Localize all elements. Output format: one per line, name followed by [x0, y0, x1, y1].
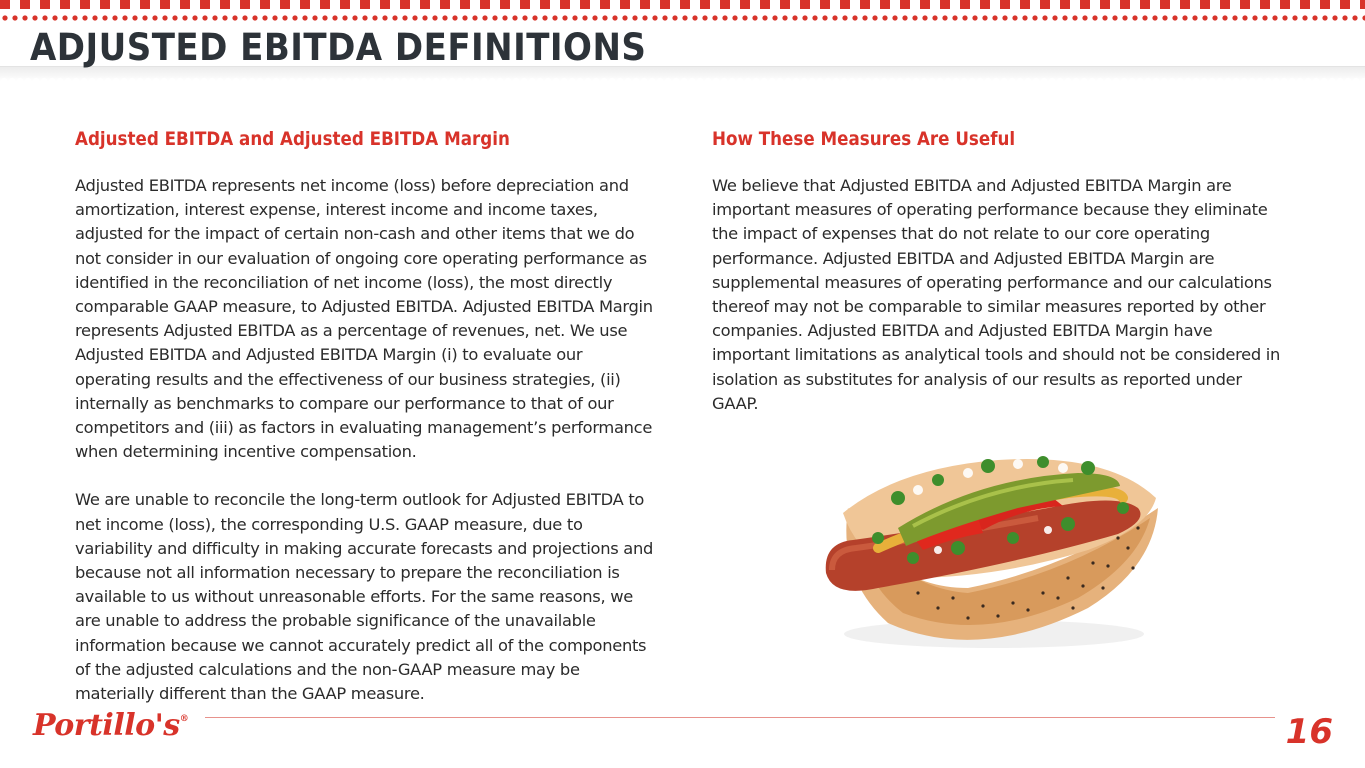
- page-title: ADJUSTED EBITDA DEFINITIONS: [30, 26, 647, 69]
- left-paragraph-1: Adjusted EBITDA represents net income (loss) before depreciation and amortization, interest expense, interest income and income taxes, adjusted for the impact of certain non-cash and other items that we do not consider in our evaluation of ongoing core operating performance as identified in the reconciliation of net income (loss), the most directly comparable GAAP measure, to Adjusted EBITDA. Adjusted EBITDA Margin represents Adjusted EBITDA as a percentage of revenues, net. We use Adjusted EBITDA and Adjusted EBITDA Margin (i) to evaluate our operating results and the effectiveness of our business strategies, (ii) internally as benchmarks to compare our performance to that of our competitors and (iii) as factors in evaluating management’s performance when determining incentive compensation.: [75, 176, 653, 462]
- hot-dog-image: [818, 438, 1164, 658]
- registered-mark: ®: [179, 714, 189, 724]
- portillos-logo: [33, 708, 188, 743]
- decorative-dot-row: [0, 14, 1365, 22]
- page-number: 16: [1285, 712, 1333, 752]
- right-paragraph-1: We believe that Adjusted EBITDA and Adjusted EBITDA Margin are important measures of operating performance because they eliminate the impact of expenses that do not relate to our core operating performance. Adjusted EBITDA and Adjusted EBITDA Margin are supplemental measures of operating performance and our calculations thereof may not be comparable to similar measures reported by other companies. Adjusted EBITDA and Adjusted EBITDA Margin have important limitations as analytical tools and should not be considered in isolation as substitutes for analysis of our results as reported under GAAP.: [712, 176, 1281, 413]
- right-column: [712, 128, 1292, 416]
- right-heading: How These Measures Are Useful: [712, 128, 1016, 150]
- logo-text: Portillo's: [33, 708, 180, 743]
- left-heading: Adjusted EBITDA and Adjusted EBITDA Margin: [75, 128, 510, 150]
- left-column: [75, 128, 660, 706]
- footer-divider: [205, 717, 1275, 718]
- left-paragraph-2: We are unable to reconcile the long-term outlook for Adjusted EBITDA to net income (loss), the corresponding U.S. GAAP measure, due to variability and difficulty in making accurate forecasts and projections and because not all information necessary to prepare the reconciliation is available to us without unreasonable efforts. For the same reasons, we are unable to address the probable significance of the unavailable information because we cannot accurately predict all of the components of the adjusted calculations and the non-GAAP measure may be materially different than the GAAP measure.: [75, 490, 654, 704]
